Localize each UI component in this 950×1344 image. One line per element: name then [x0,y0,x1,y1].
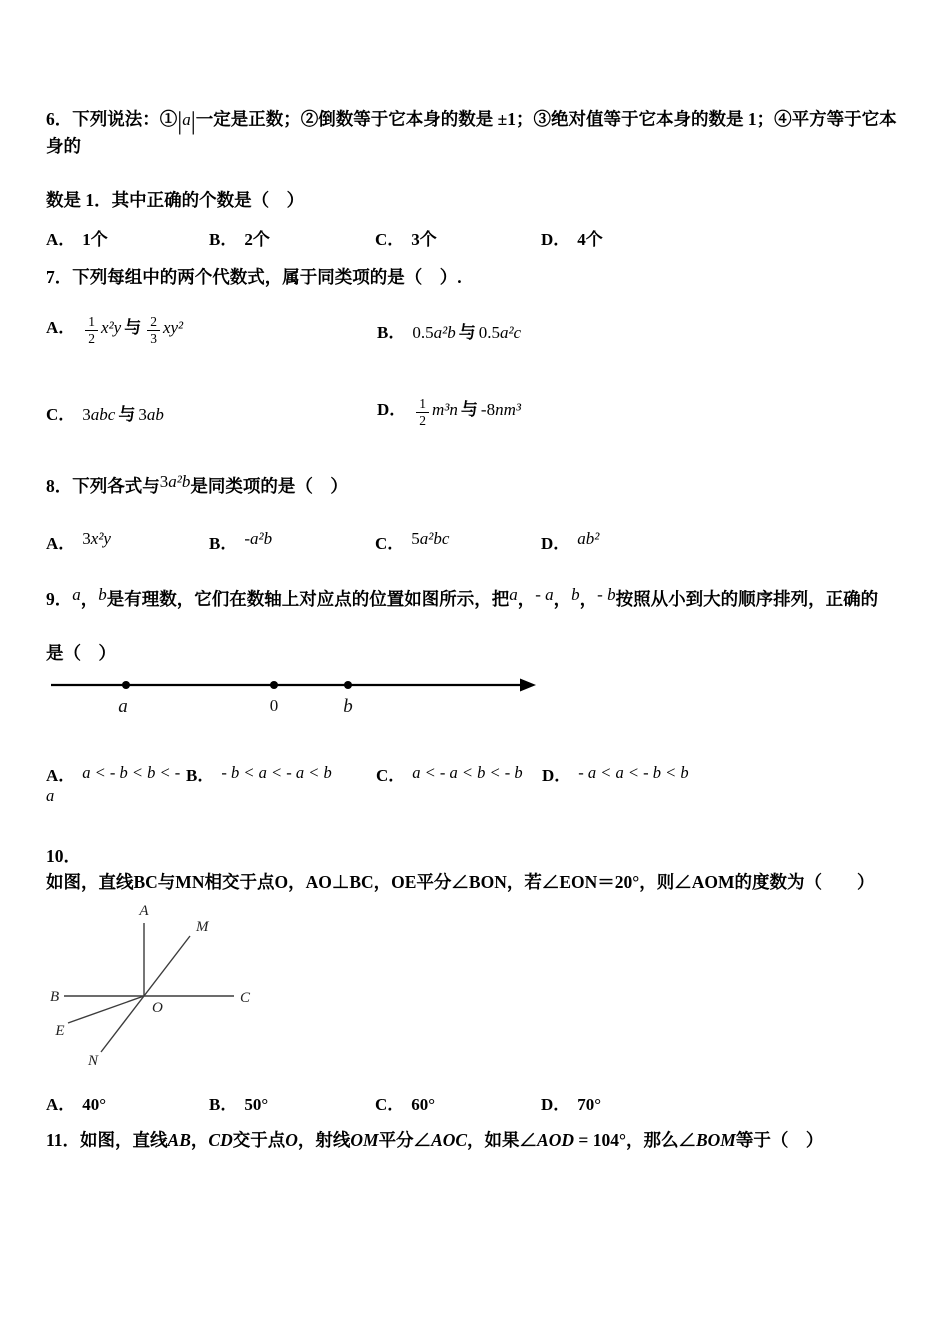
conjunction: 与 [460,400,478,419]
q6-option-d [541,225,906,250]
math-coefficient: 0.5 [478,322,500,342]
math-coefficient: -8 [480,400,496,419]
punctuation: ， [553,589,572,609]
math-term: O [285,1130,298,1150]
math-term: a²b [250,529,273,548]
fraction-denominator: 2 [85,330,98,347]
option-label: A． [46,1095,76,1114]
math-coefficient: 3 [82,529,91,548]
abs-a-expression [177,108,196,135]
option-label: A． [46,318,76,337]
option-text: 4个 [577,230,603,249]
axis-arrow [520,679,536,692]
conjunction: 与 [124,318,142,337]
math-term: AOC [431,1130,468,1150]
q8-text-post: 是同类项的是（ ） [190,476,348,496]
q10-option-a [46,1090,209,1115]
q9-options [46,761,906,809]
abs-bar-right: | [190,108,196,135]
fraction-numerator: 1 [88,314,96,329]
math-coefficient: 5 [411,529,420,548]
origin-label: 0 [269,696,279,715]
q9-option-c [376,761,542,786]
geometry-figure [46,901,906,1074]
q6-option-b [209,225,375,250]
option-text: 1个 [82,230,108,249]
origin-dot [270,681,278,689]
ray-OE [68,996,144,1023]
q6-option-a [46,225,209,250]
point-b-dot [344,681,352,689]
question-8 [46,468,906,554]
label-N: N [87,1053,99,1069]
q9-option-d [542,761,906,786]
math-term: BOM [695,1130,736,1150]
punctuation: ， [517,589,536,609]
option-label: B． [377,322,406,342]
q7-option-b [377,318,906,343]
option-text: 2个 [244,230,270,249]
q10-option-d [541,1090,906,1115]
conjunction: 与 [118,404,136,424]
option-text: 40° [82,1095,107,1114]
q9-text-2: 按照从小到大的顺序排列，正确的 [615,589,879,609]
q10-text [46,843,906,895]
q7-option-d [377,395,906,429]
label-E: E [55,1023,65,1039]
label-M: M [196,919,209,935]
option-text: 50° [244,1095,269,1114]
option-label: B． [209,1095,238,1114]
geometry-diagram [46,901,261,1069]
abs-bar-left: | [177,108,183,135]
option-expression: - b < a < - a < b [221,763,332,782]
option-label: A． [46,766,76,785]
q7-option-c [46,400,377,425]
option-label: D． [541,534,571,553]
math-variable: b [98,585,107,604]
q11-text [46,1127,906,1153]
q6-text-pre: 下列说法：① [72,109,178,129]
math-term: CD [208,1130,233,1150]
q10-option-b [209,1090,375,1115]
math-coefficient: 3 [159,472,169,491]
q6-line1 [46,106,906,159]
q6-text-post: 一定是正数；②倒数等于它本身的数是 ±1；③绝对值等于它本身的数是 1；④平方等于它本身的 [46,109,897,156]
fraction-denominator: 3 [147,330,160,347]
q9-number: 9． [46,589,73,609]
fraction [85,314,98,347]
option-label: B． [186,766,215,785]
q11-number: 11． [46,1130,81,1150]
math-variable: - a [535,585,554,604]
math-variable: a [509,585,518,604]
q7-option-a [46,313,377,347]
option-label: C． [46,404,76,424]
math-coefficient: - [244,529,251,548]
math-term: a²c [499,322,522,342]
q8-option-b [209,529,375,554]
math-term: nm³ [495,400,521,419]
question-10 [46,843,906,1115]
math-variable: a [72,585,81,604]
math-term: AB [167,1130,191,1150]
option-expression: - a < a < - b < b [578,763,689,782]
math-variable: a²b [168,472,191,491]
q11-text-8: 等于（ ） [735,1130,824,1150]
number-line-diagram [50,674,540,718]
q7-heading: 7．下列每组中的两个代数式，属于同类项的是（ ）. [46,267,462,287]
q6-number: 6． [46,109,73,129]
point-b-label: b [343,696,353,717]
q6-option-c [375,225,541,250]
math-term: AOD [537,1130,574,1150]
q7-options-row1 [46,306,906,354]
q6-options [46,225,906,250]
math-term: a²bc [419,529,450,548]
q10-options [46,1090,906,1115]
label-A: A [139,903,149,919]
q8-options [46,529,906,554]
punctuation: ， [80,589,99,609]
option-label: D． [377,400,407,419]
q9-line1 [46,582,906,612]
q8-option-d [541,529,906,554]
math-coefficient: 3 [82,404,91,424]
math-term: x²y [101,318,122,337]
option-text: 70° [577,1095,602,1114]
q11-text-1: 如图，直线 [80,1130,168,1150]
option-label: C． [375,230,405,249]
q7-options-row2 [46,388,906,436]
q10-statement: 如图，直线BC与MN相交于点O，AO⊥BC，OE平分∠BON，若∠EON＝20°，则∠AOM的度数为（ ） [46,872,875,892]
option-label: A． [46,230,76,249]
math-term: ab² [577,529,600,548]
option-text: 60° [411,1095,436,1114]
q8-heading [46,468,906,499]
q9-line2: 是（ ） [46,643,116,663]
option-label: B． [209,230,238,249]
q11-text-7: ，那么∠ [625,1130,696,1150]
question-11 [46,1127,906,1153]
question-6 [46,106,906,250]
fraction [147,314,160,347]
option-label: D． [541,230,571,249]
q8-number: 8． [46,476,73,496]
q11-text-6: = 104° [574,1130,626,1150]
label-B: B [50,989,60,1005]
abs-variable: a [182,110,191,129]
math-variable: b [571,585,580,604]
q8-text-pre: 下列各式与 [72,476,160,496]
q6-line2: 数是 1．其中正确的个数是（ ） [46,190,305,210]
q9-option-a [46,761,186,809]
q10-option-c [375,1090,541,1115]
option-expression: a < - b < b < - a [46,763,181,805]
q9-option-b [186,761,376,786]
option-text: 3个 [411,230,437,249]
punctuation: ， [190,1130,209,1150]
option-label: D． [541,1095,571,1114]
label-C: C [240,990,251,1006]
option-label: C． [376,766,406,785]
q11-text-3: ，射线 [297,1130,351,1150]
punctuation: ， [579,589,598,609]
point-a-dot [122,681,130,689]
fraction-denominator: 2 [416,412,429,429]
math-term: xy² [162,318,184,337]
line-MN [101,936,190,1052]
math-term: a²b [433,322,456,342]
math-term: ab [146,404,164,424]
fraction-numerator: 1 [419,396,427,411]
fraction-numerator: 2 [150,314,157,329]
q10-number: 10． [46,846,81,866]
math-term-3a2b [160,471,191,491]
option-label: A． [46,534,76,553]
q9-text-1: 是有理数，它们在数轴上对应点的位置如图所示，把 [106,589,510,609]
math-term: OM [350,1130,379,1150]
point-a-label: a [118,696,128,717]
fraction [416,396,429,429]
question-7 [46,264,906,436]
math-term: abc [90,404,116,424]
math-coefficient: 0.5 [412,322,434,342]
label-O: O [152,1000,163,1016]
q11-text-4: 平分∠ [378,1130,432,1150]
conjunction: 与 [458,322,476,342]
option-label: C． [375,534,405,553]
number-line-figure [46,674,906,723]
math-term: x²y [90,529,111,548]
math-variable: - b [597,585,616,604]
q8-option-a [46,529,209,554]
question-9 [46,582,906,809]
math-coefficient: 3 [138,404,147,424]
option-label: D． [542,766,572,785]
math-term: m³n [432,400,458,419]
q8-option-c [375,529,541,554]
q11-text-5: ，如果∠ [467,1130,538,1150]
option-label: C． [375,1095,405,1114]
option-expression: a < - a < b < - b [412,763,523,782]
option-label: B． [209,534,238,553]
q11-text-2: 交于点 [232,1130,286,1150]
